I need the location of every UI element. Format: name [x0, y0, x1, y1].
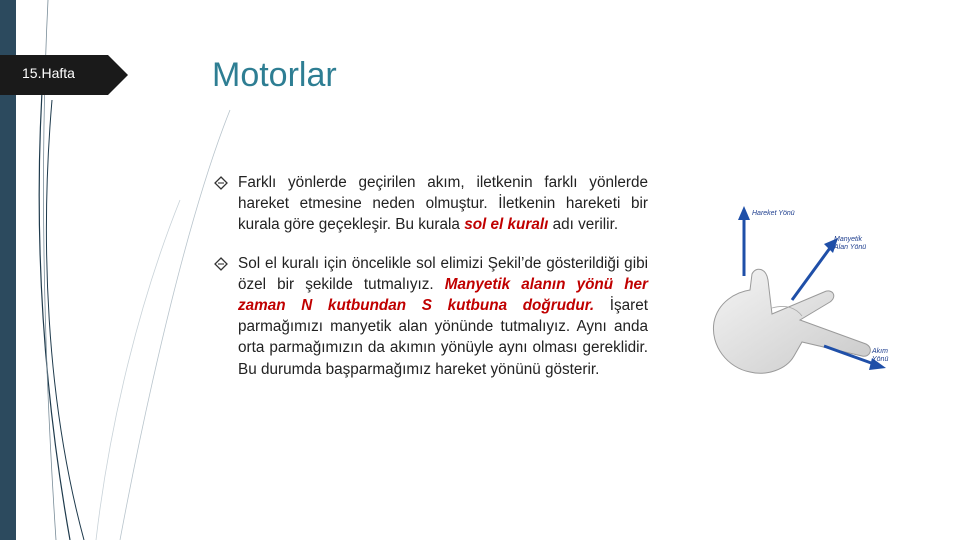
bullet-item: [214, 253, 648, 380]
current-label-line: Yönü: [872, 356, 889, 363]
bullet-item: [214, 172, 648, 236]
left-hand-rule-figure: [706, 196, 916, 392]
field-label-line: Alan Yönü: [834, 244, 867, 251]
diamond-bullet-icon: [214, 176, 228, 190]
emphasis-text: Manyetik alanın yönü her zaman N kutbundan S kutbuna doğrudur.: [238, 275, 648, 315]
field-label-line: Manyetik: [834, 236, 863, 243]
bullet-text: Farklı yönlerde geçirilen akım, iletkenin farklı yönlerde hareket etmesine neden olmuştur. İletkenin hareketi bir kurala göre geçekleşir. Bu kurala: [238, 174, 648, 234]
week-tag: [0, 55, 128, 95]
bullet-text: İşaret parmağımızı manyetik alan yönünde tutmalıyız. Aynı anda orta parmağımızın da akımın yönüyle aynı olması gereklidir. Bu durumda başparmağımız hareket yönünü gösterir.: [238, 297, 648, 378]
field-direction-label: [834, 236, 866, 252]
bullet-list: [214, 172, 648, 397]
bullet-text: adı verilir.: [548, 216, 619, 234]
slide-title: Motorlar: [212, 56, 337, 94]
emphasis-text: sol el kuralı: [464, 216, 549, 234]
current-label-line: Akım: [872, 348, 888, 355]
week-label: 15.Hafta: [22, 65, 75, 81]
current-direction-label: [872, 348, 888, 364]
bullet-text: Sol el kuralı için öncelikle sol elimizi Şekil’de gösterildiği gibi özel bir şekilde tutmalıyız.: [238, 254, 648, 293]
motion-direction-label: Hareket Yönü: [752, 210, 795, 217]
diamond-bullet-icon: [214, 257, 228, 271]
